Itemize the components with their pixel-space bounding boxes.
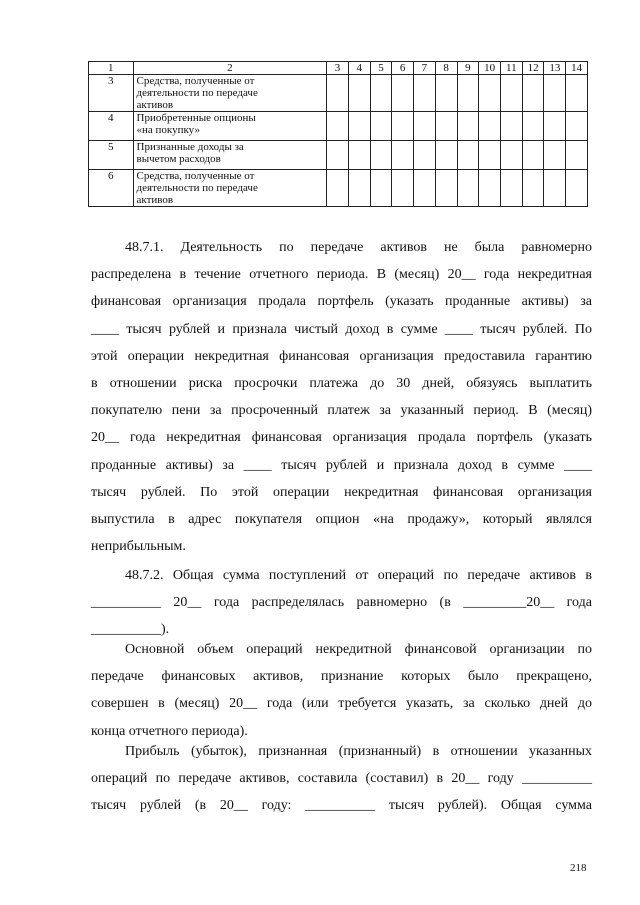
text-line: финансовая организация продала портфель (указать проданные активы) за bbox=[91, 294, 592, 310]
text-line: 20__ года некредитная финансовая организация продала портфель (указать bbox=[91, 430, 592, 446]
empty-cell bbox=[392, 170, 414, 207]
empty-cell bbox=[435, 170, 457, 207]
table-header-row bbox=[89, 62, 588, 75]
empty-cell bbox=[370, 141, 392, 170]
empty-cell bbox=[544, 141, 566, 170]
table-header-cell: 3 bbox=[327, 62, 349, 75]
text-line: в отношении риска просрочки платежа до 30 дней, обязуясь выплатить bbox=[91, 376, 592, 392]
text-line: тысяч рублей (в 20__ году: __________ тысяч рублей). Общая сумма bbox=[91, 798, 592, 814]
empty-cell bbox=[435, 112, 457, 141]
text-line bbox=[91, 738, 592, 765]
empty-cell bbox=[348, 170, 370, 207]
table-header-cell: 4 bbox=[348, 62, 370, 75]
table-header-cell: 1 bbox=[89, 62, 134, 75]
text-line bbox=[91, 234, 592, 261]
table-header-cell: 2 bbox=[133, 62, 327, 75]
empty-cell bbox=[479, 75, 501, 112]
empty-cell bbox=[457, 112, 479, 141]
empty-cell bbox=[479, 141, 501, 170]
paragraph-48-7-2 bbox=[91, 562, 592, 644]
text-line: этой операции некредитная финансовая организация предоставила гарантию bbox=[91, 348, 592, 364]
row-description-line: Средства, полученные от bbox=[136, 75, 255, 87]
empty-cell bbox=[348, 112, 370, 141]
text-line: выпустила в адрес покупателя опцион «на продажу», который являлся bbox=[91, 512, 592, 528]
empty-cell bbox=[370, 170, 392, 207]
empty-cell bbox=[522, 141, 544, 170]
empty-cell bbox=[522, 112, 544, 141]
empty-cell bbox=[522, 170, 544, 207]
row-number: 4 bbox=[89, 112, 134, 141]
empty-cell bbox=[479, 170, 501, 207]
table-row bbox=[89, 141, 588, 170]
empty-cell bbox=[327, 75, 349, 112]
text-line: передаче финансовых активов, признание которых было прекращено, bbox=[91, 669, 592, 685]
text-line bbox=[91, 562, 592, 589]
empty-cell bbox=[414, 141, 436, 170]
table-header-cell: 13 bbox=[544, 62, 566, 75]
row-description-line: Признанные доходы за bbox=[136, 141, 244, 153]
empty-cell bbox=[327, 112, 349, 141]
table-header-cell: 9 bbox=[457, 62, 479, 75]
table-header-cell: 6 bbox=[392, 62, 414, 75]
row-description bbox=[133, 170, 327, 207]
table-row bbox=[89, 75, 588, 112]
empty-cell bbox=[392, 141, 414, 170]
table-header-cell: 11 bbox=[500, 62, 522, 75]
text-line-content: Прибыль (убыток), признанная (признанный) в отношении указанных bbox=[125, 744, 592, 759]
empty-cell bbox=[435, 141, 457, 170]
text-line-content: Основной объем операций некредитной финансовой организации по bbox=[125, 642, 592, 657]
text-line-content: 48.7.2. Общая сумма поступлений от операций по передаче активов в bbox=[125, 568, 592, 583]
row-number: 5 bbox=[89, 141, 134, 170]
empty-cell bbox=[348, 75, 370, 112]
text-line: ____ тысяч рублей и признала чистый доход в сумме ____ тысяч рублей. По bbox=[91, 321, 592, 337]
empty-cell bbox=[392, 75, 414, 112]
page-number: 218 bbox=[570, 862, 587, 874]
empty-cell bbox=[435, 75, 457, 112]
row-description bbox=[133, 141, 327, 170]
text-line: __________ 20__ года распределялась равномерно (в _________20__ года bbox=[91, 595, 592, 611]
text-line: совершен в (месяц) 20__ года (или требуется указать, за сколько дней до bbox=[91, 696, 592, 712]
empty-cell bbox=[500, 170, 522, 207]
text-line: __________). bbox=[91, 622, 170, 638]
table-header-cell: 7 bbox=[414, 62, 436, 75]
text-line: покупателю пени за просроченный платеж за указанный период. В (месяц) bbox=[91, 403, 592, 419]
table-row bbox=[89, 170, 588, 207]
row-number: 6 bbox=[89, 170, 134, 207]
row-description-line: деятельности по передаче bbox=[136, 182, 258, 194]
empty-cell bbox=[544, 75, 566, 112]
empty-cell bbox=[457, 141, 479, 170]
empty-cell bbox=[414, 170, 436, 207]
empty-cell bbox=[457, 170, 479, 207]
paragraph-main-volume bbox=[91, 636, 592, 745]
empty-cell bbox=[370, 112, 392, 141]
text-line: неприбыльным. bbox=[91, 539, 186, 555]
empty-cell bbox=[479, 112, 501, 141]
text-line: операций по передаче активов, составила (составил) в 20__ году __________ bbox=[91, 771, 592, 787]
paragraph-48-7-1 bbox=[91, 234, 592, 560]
row-description-line: Средства, полученные от bbox=[136, 170, 255, 182]
row-description-line: деятельности по передаче bbox=[136, 87, 258, 99]
row-description-line: вычетом расходов bbox=[136, 153, 221, 165]
empty-cell bbox=[327, 170, 349, 207]
row-description-line: Приобретенные опционы bbox=[136, 112, 256, 124]
text-line-content: 48.7.1. Деятельность по передаче активов не была равномерно bbox=[125, 240, 592, 255]
row-description-line: «на покупку» bbox=[136, 124, 200, 136]
empty-cell bbox=[566, 112, 588, 141]
empty-cell bbox=[414, 112, 436, 141]
table-header-cell: 10 bbox=[479, 62, 501, 75]
paragraph-profit bbox=[91, 738, 592, 820]
empty-cell bbox=[522, 75, 544, 112]
empty-cell bbox=[566, 170, 588, 207]
row-description bbox=[133, 112, 327, 141]
empty-cell bbox=[414, 75, 436, 112]
table-header-cell: 8 bbox=[435, 62, 457, 75]
text-line: проданные активы) за ____ тысяч рублей и признала доход в сумме ____ bbox=[91, 457, 592, 473]
empty-cell bbox=[370, 75, 392, 112]
text-line: тысяч рублей. По этой операции некредитная финансовая организация bbox=[91, 484, 592, 500]
table-header-cell: 14 bbox=[566, 62, 588, 75]
text-line: распределена в течение отчетного периода. В (месяц) 20__ года некредитная bbox=[91, 267, 592, 283]
row-number: 3 bbox=[89, 75, 134, 112]
empty-cell bbox=[500, 112, 522, 141]
text-line bbox=[91, 636, 592, 663]
table-header-cell: 12 bbox=[522, 62, 544, 75]
empty-cell bbox=[566, 141, 588, 170]
row-description-line: активов bbox=[136, 194, 174, 206]
empty-cell bbox=[544, 112, 566, 141]
row-description-line: активов bbox=[136, 99, 174, 111]
table-row bbox=[89, 112, 588, 141]
empty-cell bbox=[544, 170, 566, 207]
empty-cell bbox=[500, 141, 522, 170]
row-description bbox=[133, 75, 327, 112]
empty-cell bbox=[500, 75, 522, 112]
text-line: конца отчетного периода). bbox=[91, 723, 248, 739]
empty-cell bbox=[348, 141, 370, 170]
table-header-cell: 5 bbox=[370, 62, 392, 75]
empty-cell bbox=[392, 112, 414, 141]
data-table bbox=[88, 61, 588, 207]
empty-cell bbox=[566, 75, 588, 112]
empty-cell bbox=[327, 141, 349, 170]
empty-cell bbox=[457, 75, 479, 112]
